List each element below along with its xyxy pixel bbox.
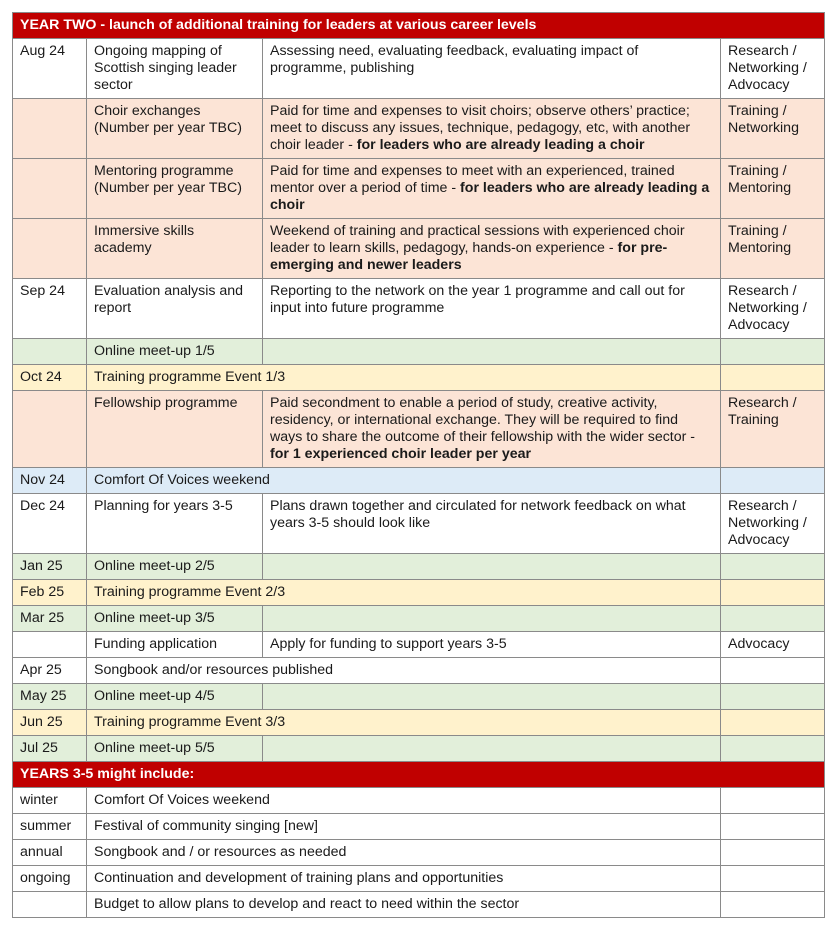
row-description <box>263 632 721 658</box>
row-category <box>721 892 825 918</box>
row-category <box>721 658 825 684</box>
row-category: Research / Networking / Advocacy <box>721 279 825 339</box>
row-category <box>721 580 825 606</box>
table-row <box>13 606 825 632</box>
row-description <box>263 606 721 632</box>
table-row <box>13 710 825 736</box>
row-description <box>263 554 721 580</box>
plan-table <box>12 12 825 918</box>
row-item: Budget to allow plans to develop and react to need within the sector <box>87 892 721 918</box>
row-date: May 25 <box>13 684 87 710</box>
row-date: Aug 24 <box>13 39 87 99</box>
row-category <box>721 606 825 632</box>
row-category: Research / Networking / Advocacy <box>721 39 825 99</box>
row-date <box>13 391 87 468</box>
target-audience: for 1 experienced choir leader per year <box>270 446 532 462</box>
row-item: Songbook and / or resources as needed <box>87 840 721 866</box>
row-activity: Training programme Event 1/3 <box>87 365 721 391</box>
row-description <box>263 159 721 219</box>
target-audience: for leaders who are already leading a choir <box>270 180 710 213</box>
table-row <box>13 339 825 365</box>
years-3-5-title: YEARS 3-5 might include: <box>13 762 825 788</box>
row-description <box>263 339 721 365</box>
table-row <box>13 365 825 391</box>
row-description <box>263 391 721 468</box>
years-3-5-header-row <box>13 762 825 788</box>
row-activity: Ongoing mapping of Scottish singing leader sector <box>87 39 263 99</box>
row-date: Jan 25 <box>13 554 87 580</box>
row-activity: Training programme Event 2/3 <box>87 580 721 606</box>
row-category <box>721 788 825 814</box>
row-category <box>721 468 825 494</box>
description-text: Paid secondment to enable a period of study, creative activity, residency, or international exchange. They will be required to find ways to share the outcome of their fellowship with the wider sector - <box>270 395 696 445</box>
row-description <box>263 684 721 710</box>
row-date <box>13 159 87 219</box>
row-date: Oct 24 <box>13 365 87 391</box>
row-when: winter <box>13 788 87 814</box>
table-row <box>13 866 825 892</box>
row-activity: Online meet-up 3/5 <box>87 606 263 632</box>
row-category <box>721 866 825 892</box>
table-row <box>13 736 825 762</box>
row-activity: Choir exchanges (Number per year TBC) <box>87 99 263 159</box>
row-category: Advocacy <box>721 632 825 658</box>
row-date <box>13 219 87 279</box>
row-date <box>13 99 87 159</box>
row-activity: Immersive skills academy <box>87 219 263 279</box>
row-category: Training / Mentoring <box>721 159 825 219</box>
table-row <box>13 391 825 468</box>
row-activity: Comfort Of Voices weekend <box>87 468 721 494</box>
row-category <box>721 554 825 580</box>
row-description <box>263 494 721 554</box>
row-activity: Online meet-up 1/5 <box>87 339 263 365</box>
table-row <box>13 494 825 554</box>
description-text: Paid for time and expenses to meet with an experienced, trained mentor over a period of time - <box>270 163 675 196</box>
row-description <box>263 99 721 159</box>
row-date: Sep 24 <box>13 279 87 339</box>
row-date: Mar 25 <box>13 606 87 632</box>
row-description <box>263 279 721 339</box>
row-description <box>263 39 721 99</box>
row-item: Festival of community singing [new] <box>87 814 721 840</box>
row-when: ongoing <box>13 866 87 892</box>
row-category: Research / Training <box>721 391 825 468</box>
table-row <box>13 39 825 99</box>
row-activity: Mentoring programme (Number per year TBC) <box>87 159 263 219</box>
year-two-header-row <box>13 13 825 39</box>
table-row <box>13 219 825 279</box>
row-activity: Online meet-up 5/5 <box>87 736 263 762</box>
row-date: Jun 25 <box>13 710 87 736</box>
table-row <box>13 788 825 814</box>
row-date: Jul 25 <box>13 736 87 762</box>
row-activity: Fellowship programme <box>87 391 263 468</box>
row-when: annual <box>13 840 87 866</box>
row-activity: Online meet-up 2/5 <box>87 554 263 580</box>
description-text: Reporting to the network on the year 1 programme and call out for input into future programme <box>270 283 685 316</box>
row-item: Comfort Of Voices weekend <box>87 788 721 814</box>
table-row <box>13 468 825 494</box>
row-activity: Funding application <box>87 632 263 658</box>
table-row <box>13 279 825 339</box>
description-text: Apply for funding to support years 3-5 <box>270 636 507 652</box>
row-date: Dec 24 <box>13 494 87 554</box>
row-category <box>721 814 825 840</box>
description-text: Assessing need, evaluating feedback, evaluating impact of programme, publishing <box>270 43 639 76</box>
row-activity: Online meet-up 4/5 <box>87 684 263 710</box>
target-audience: for leaders who are already leading a choir <box>356 137 645 153</box>
row-category <box>721 736 825 762</box>
table-row <box>13 580 825 606</box>
row-activity: Evaluation analysis and report <box>87 279 263 339</box>
table-row <box>13 892 825 918</box>
row-activity: Songbook and/or resources published <box>87 658 721 684</box>
row-date <box>13 339 87 365</box>
row-category: Training / Networking <box>721 99 825 159</box>
description-text: Plans drawn together and circulated for network feedback on what years 3-5 should look like <box>270 498 686 531</box>
table-row <box>13 840 825 866</box>
row-item: Continuation and development of training plans and opportunities <box>87 866 721 892</box>
table-row <box>13 632 825 658</box>
row-activity: Training programme Event 3/3 <box>87 710 721 736</box>
row-category <box>721 840 825 866</box>
row-date <box>13 632 87 658</box>
table-row <box>13 658 825 684</box>
row-date: Apr 25 <box>13 658 87 684</box>
row-category <box>721 339 825 365</box>
row-when: summer <box>13 814 87 840</box>
table-row <box>13 684 825 710</box>
row-category <box>721 710 825 736</box>
target-audience: for pre-emerging and newer leaders <box>270 240 668 273</box>
row-activity: Planning for years 3-5 <box>87 494 263 554</box>
year-two-title: YEAR TWO - launch of additional training for leaders at various career levels <box>13 13 825 39</box>
row-date: Nov 24 <box>13 468 87 494</box>
table-row <box>13 814 825 840</box>
row-date: Feb 25 <box>13 580 87 606</box>
table-row <box>13 99 825 159</box>
row-description <box>263 219 721 279</box>
row-category <box>721 365 825 391</box>
row-category: Training / Mentoring <box>721 219 825 279</box>
row-category <box>721 684 825 710</box>
row-category: Research / Networking / Advocacy <box>721 494 825 554</box>
table-row <box>13 554 825 580</box>
row-description <box>263 736 721 762</box>
table-row <box>13 159 825 219</box>
description-text: Paid for time and expenses to visit choirs; observe others’ practice; meet to discuss any issues, technique, pedagogy, etc, with another choir leader - <box>270 103 691 153</box>
row-when <box>13 892 87 918</box>
description-text: Weekend of training and practical sessions with experienced choir leader to learn skills, pedagogy, hands-on experience - <box>270 223 685 256</box>
